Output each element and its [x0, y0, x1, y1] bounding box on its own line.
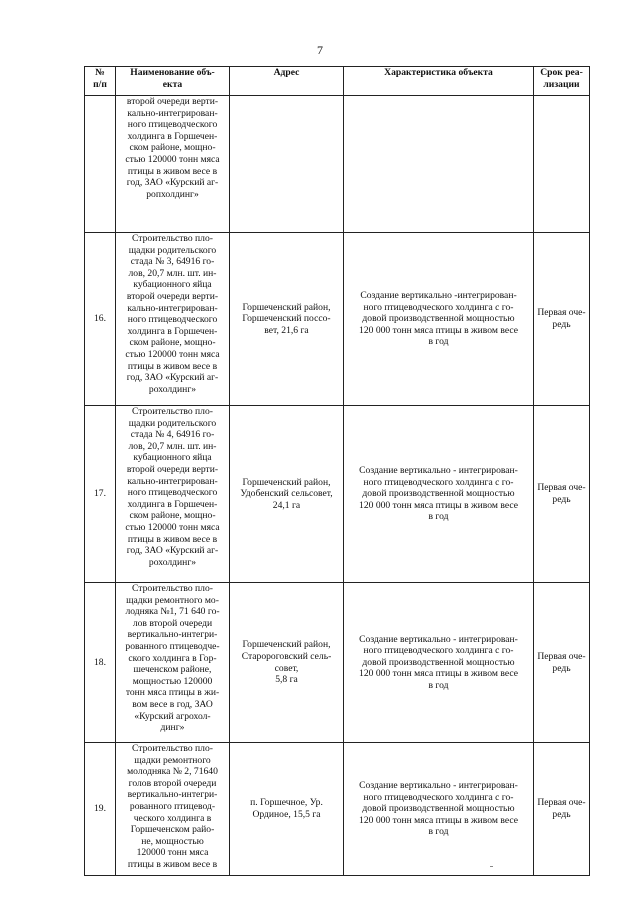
object-characteristic — [344, 96, 534, 233]
cell-text-line: Первая оче- — [537, 650, 586, 662]
cell-text-line: вертикально-интегри- — [127, 789, 218, 801]
cell-text-line: птицы в живом весе в — [127, 858, 218, 870]
cell-text-line: Первая оче- — [537, 482, 586, 494]
cell-text-line: ском районе, мощно- — [129, 510, 216, 522]
cell-text-line: редь — [552, 662, 571, 674]
header-address — [230, 67, 344, 96]
row-number — [85, 96, 116, 233]
cell-text-line: вом весе в год, ЗАО — [132, 698, 213, 710]
cell-text-line: Строительство пло- — [132, 233, 213, 244]
cell-text-line: рованного птицевод- — [129, 800, 216, 812]
cell-text-line: 24,1 га — [272, 499, 301, 511]
cell-text-line: 5,8 га — [275, 674, 298, 686]
cell-text-line: довой производственной мощностью — [362, 488, 515, 500]
header-row — [85, 67, 590, 96]
cell-text-line: Срок реа- — [540, 67, 583, 78]
cell-text-line: кубационного яйца — [133, 279, 212, 291]
cell-text-line: стью 120000 тонн мяса — [125, 153, 220, 165]
cell-text-line: ного птицеводческого — [127, 314, 218, 326]
cell-text-line: п. Горшечное, Ур. — [250, 797, 323, 809]
cell-text-line: совет, — [274, 662, 299, 674]
cell-text-line: в год — [428, 679, 449, 691]
cell-text-line: Характеристика объекта — [384, 67, 493, 78]
table-row — [85, 96, 590, 233]
table-row — [85, 743, 590, 876]
cell-text-line: год, ЗАО «Курский аг- — [126, 372, 219, 384]
header-name — [116, 67, 230, 96]
realization-term — [534, 406, 590, 583]
cell-text-line: Удобенский сельсовет, — [240, 488, 333, 500]
object-name — [116, 743, 230, 876]
cell-text-line: Ординое, 15,5 га — [252, 809, 321, 820]
object-characteristic — [344, 406, 534, 583]
object-address — [230, 743, 344, 876]
cell-text-line: стью 120000 тонн мяса — [125, 521, 220, 533]
cell-text-line: 120 000 тонн мяса птицы в живом весе — [359, 324, 518, 336]
objects-table — [84, 66, 590, 876]
cell-text-line: птицы в живом весе в — [127, 165, 218, 177]
cell-text-line: год, ЗАО «Курский аг- — [126, 545, 219, 557]
row-number: 19. — [85, 743, 116, 876]
cell-text-line: п/п — [93, 78, 107, 90]
object-characteristic — [344, 743, 534, 876]
cell-text-line: кубационного яйца — [133, 452, 212, 464]
cell-text-line: щадки ремонтного мо- — [126, 594, 219, 606]
cell-text-line: ного птицеводческого холдинга с го- — [363, 791, 514, 803]
cell-text-line: редь — [552, 319, 571, 330]
cell-text-line: вет, 21,6 га — [264, 324, 309, 336]
cell-text-line: Первая оче- — [537, 307, 586, 319]
header-characteristic — [344, 67, 534, 96]
cell-text-line: птицы в живом весе в — [127, 360, 218, 372]
cell-text-line: редь — [552, 809, 571, 820]
cell-text-line: довой производственной мощностью — [362, 803, 515, 815]
cell-text-line: довой производственной мощностью — [362, 656, 515, 668]
cell-text-line: «Курский агрохол- — [134, 710, 211, 722]
cell-text-line: екта — [162, 78, 183, 90]
cell-text-line: ного птицеводческого холдинга с го- — [363, 645, 514, 657]
realization-term — [534, 233, 590, 406]
cell-text-line: рованного птицеводче- — [125, 640, 220, 652]
object-address — [230, 406, 344, 583]
cell-text-line: Горшеченский район, — [242, 476, 331, 488]
object-address — [230, 583, 344, 743]
cell-text-line: птицы в живом весе в — [127, 533, 218, 545]
cell-text-line: стада № 4, 64916 го- — [130, 429, 215, 441]
row-number: 17. — [85, 406, 116, 583]
cell-text-line: кально-интегрирован- — [127, 302, 218, 314]
cell-text-line: холдинга в Горшечен- — [127, 130, 218, 142]
cell-text-line: кально-интегрирован- — [127, 475, 218, 487]
cell-text-line: щадки родительского — [128, 244, 217, 256]
cell-text-line: Старороговский сель- — [241, 650, 332, 662]
object-name — [116, 406, 230, 583]
cell-text-line: второй очереди верти- — [126, 290, 219, 302]
cell-text-line: голов второй очереди — [128, 777, 217, 789]
row-number: 18. — [85, 583, 116, 743]
cell-text-line: второй очереди верти- — [126, 96, 219, 107]
scan-speck — [490, 866, 493, 867]
header-term — [534, 67, 590, 96]
cell-text-line: № — [95, 67, 105, 78]
cell-text-line: холдинга в Горшечен- — [127, 325, 218, 337]
cell-text-line: Создание вертикально -интегрирован- — [360, 290, 517, 302]
cell-text-line: в год — [428, 511, 449, 523]
cell-text-line: ного птицеводческого — [127, 119, 218, 131]
cell-text-line: шеченском районе, — [133, 664, 212, 676]
cell-text-line: холдинга в Горшечен- — [127, 498, 218, 510]
cell-text-line: стада № 3, 64916 го- — [130, 256, 215, 268]
cell-text-line: мощностью 120000 — [132, 675, 213, 687]
header-num — [85, 67, 116, 96]
realization-term — [534, 96, 590, 233]
cell-text-line: рохолдинг» — [148, 383, 197, 395]
cell-text-line: вертикально-интегри- — [127, 629, 218, 641]
cell-text-line: ного птицеводческого холдинга с го- — [363, 476, 514, 488]
page-number: 7 — [317, 43, 323, 57]
cell-text-line: Первая оче- — [537, 797, 586, 809]
cell-text-line: лодняка №1, 71 640 го- — [125, 606, 220, 618]
cell-text-line: лов, 20,7 млн. шт. ин- — [128, 267, 217, 279]
realization-term — [534, 743, 590, 876]
object-characteristic — [344, 583, 534, 743]
cell-text-line: 120 000 тонн мяса птицы в живом весе — [359, 668, 518, 680]
cell-text-line: 120 000 тонн мяса птицы в живом весе — [359, 499, 518, 511]
cell-text-line: 120 000 тонн мяса птицы в живом весе — [359, 814, 518, 826]
cell-text-line: довой производственной мощностью — [362, 313, 515, 325]
cell-text-line: Создание вертикально - интегрирован- — [359, 780, 518, 792]
cell-text-line: второй очереди верти- — [126, 463, 219, 475]
object-name — [116, 96, 230, 233]
cell-text-line: Горшеченский поссо- — [242, 313, 331, 325]
cell-text-line: ском районе, мощно- — [129, 142, 216, 154]
table-row — [85, 233, 590, 406]
cell-text-line: ском районе, мощно- — [129, 337, 216, 349]
cell-text-line: молодняка № 2, 71640 — [127, 766, 218, 778]
cell-text-line: ного птицеводческого — [127, 487, 218, 499]
object-name — [116, 583, 230, 743]
cell-text-line: рохолдинг» — [148, 556, 197, 568]
cell-text-line: в год — [428, 336, 449, 348]
cell-text-line: ческого холдинга в — [133, 812, 212, 824]
table-row — [85, 583, 590, 743]
cell-text-line: динг» — [160, 722, 185, 734]
cell-text-line: щадки ремонтного — [134, 754, 211, 766]
object-characteristic — [344, 233, 534, 406]
cell-text-line: Создание вертикально - интегрирован- — [359, 633, 518, 645]
cell-text-line: Строительство пло- — [132, 406, 213, 417]
cell-text-line: кально-интегрирован- — [127, 107, 218, 119]
cell-text-line: Строительство пло- — [132, 583, 213, 594]
cell-text-line: год, ЗАО «Курский аг- — [126, 177, 219, 189]
table-row — [85, 406, 590, 583]
cell-text-line: Горшеченский район, — [242, 639, 331, 651]
realization-term — [534, 583, 590, 743]
cell-text-line: тонн мяса птицы в жи- — [125, 687, 220, 699]
cell-text-line: Адрес — [273, 67, 300, 78]
object-name — [116, 233, 230, 406]
cell-text-line: Строительство пло- — [132, 743, 213, 754]
cell-text-line: Наименование объ- — [130, 67, 215, 78]
object-address — [230, 96, 344, 233]
cell-text-line: лизации — [543, 78, 580, 90]
cell-text-line: стью 120000 тонн мяса — [125, 348, 220, 360]
row-number: 16. — [85, 233, 116, 406]
cell-text-line: Горшеченском райо- — [130, 824, 215, 836]
cell-text-line: ского холдинга в Гор- — [128, 652, 217, 664]
cell-text-line: лов, 20,7 млн. шт. ин- — [128, 440, 217, 452]
cell-text-line: лов второй очереди — [132, 617, 213, 629]
cell-text-line: Создание вертикально - интегрирован- — [359, 465, 518, 477]
cell-text-line: щадки родительского — [128, 417, 217, 429]
cell-text-line: ропхолдинг» — [146, 188, 199, 200]
cell-text-line: Горшеченский район, — [242, 301, 331, 313]
cell-text-line: ного птицеводческого холдинга с го- — [363, 301, 514, 313]
cell-text-line: редь — [552, 494, 571, 505]
cell-text-line: 120000 тонн мяса — [136, 847, 209, 859]
cell-text-line: в год — [428, 826, 449, 838]
cell-text-line: не, мощностью — [141, 835, 204, 847]
object-address — [230, 233, 344, 406]
